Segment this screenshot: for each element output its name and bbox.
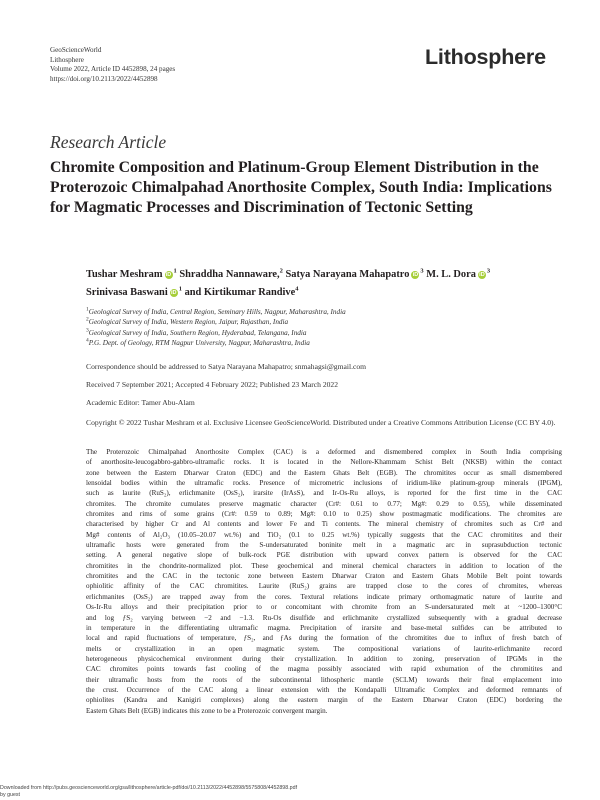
- orcid-icon[interactable]: iD: [170, 289, 177, 296]
- abstract-line: local and rapid fluctuations of temperature, ƒS₂, and ƒAs during the formation of the chromitites due to influx of fresh batch of: [86, 634, 562, 643]
- affiliations: [86, 307, 556, 349]
- abstract-line: zone between the Eastern Dharwar Craton (EDC) and the Eastern Ghats Belt (EGB). The chromitites occur as small dismembered: [86, 468, 562, 477]
- author-affiliation-mark: 3: [486, 267, 491, 275]
- abstract-line: CAC chromites points towards fast cooling of the magma possibly associated with rapid exhumation of the chromitites and: [86, 665, 562, 674]
- abstract-line: Eastern Ghats Belt (EGB) indicates this zone to be a Proterozoic convergent margin.: [86, 706, 328, 715]
- abstract-line: heterogeneous physicochemical environment during their crystallization. In addition to zoning, preservation of IPGMs in the: [86, 654, 562, 663]
- abstract-line: chromitites and the CAC in the tectonic zone between Eastern Dharwar Craton and Eastern Ghats Mobile Belt point towards: [86, 572, 562, 581]
- journal-name: Lithosphere: [50, 55, 84, 64]
- orcid-icon[interactable]: iD: [479, 272, 485, 278]
- abstract-line: such as laurite (RuS₂), erlichmanite (OsS₂), irarsite (IrAsS), and Ir-Os-Ru alloys, is reported for the first time in the CAC: [86, 489, 562, 498]
- abstract-line: melts or crystallization in an open magmatic system. The compositional variations of laurite-erlichmanite record: [86, 644, 562, 653]
- abstract-line: the crust. Occurrence of the CAC along a linear extension with the Kondapalli Ultramafic Complex and deformed remnants of: [86, 685, 562, 694]
- abstract-line: Mg# contents of Al₂O₃ (10.05–20.07 wt.%) and TiO₂ (0.1 to 0.25 wt.%) typically suggests that the CAC chromitites and their: [86, 530, 562, 539]
- article-type: Research Article: [50, 132, 167, 152]
- abstract-line: chromitites in the chondrite-normalized plot. These geochemical and mineral chemical characters in addition to location of the: [86, 561, 562, 570]
- abstract-line: lensoidal bodies within the ultramafic rocks. Presence of micrometric inclusions of iridium-like platinum-group minerals (IPGM),: [86, 479, 562, 488]
- abstract-line: and log ƒS₂ varying between −2 and −1.3. Ru-Os disulfide and erlichmanite crystallized subsequently with a gradual decrease: [86, 613, 562, 622]
- author-name: Satya Narayana Mahapatro: [285, 269, 410, 280]
- affiliation-number: 3: [86, 327, 89, 334]
- author-name: Srinivasa Baswani: [86, 286, 168, 298]
- affiliation-item: [86, 338, 556, 348]
- affiliation-item: [86, 317, 556, 327]
- abstract-line: setting. A general negative slope of bulk-rock PGE distribution with upward convex pattern is observed for the CAC: [86, 551, 562, 560]
- abstract-line: ophiolites (Kandra and Kanigiri complexes) along the eastern margin of the Eastern Dharwar Craton (EDC) bordering the: [86, 696, 562, 705]
- affiliation-item: [86, 307, 556, 317]
- author-affiliation-mark: 4: [295, 285, 299, 293]
- abstract-line: Os-Ir-Ru alloys and their precipitation prior to or concomitant with chromite from an S-undersaturated melt at ~1200–1300°C: [86, 603, 562, 612]
- journal-logo: Lithosphere: [425, 45, 546, 69]
- download-footer: [0, 785, 297, 798]
- affiliation-text: Geological Survey of India, Central Region, Seminary Hills, Nagpur, Maharashtra, India: [88, 308, 346, 316]
- author-name: Tushar Meshram: [86, 269, 163, 280]
- article-title: Chromite Composition and Platinum-Group Element Distribution in the Proterozoic Chimalpahad Anorthosite Complex, South India: Implications for Magmatic Processes and Discrimination of Tectonic Setting: [50, 159, 552, 216]
- abstract-line: of anorthosite-leucogabbro-gabbro-ultramafic rocks. It is located in the Nellore-Khammam Schist Belt (NKSB) within the contact: [86, 458, 562, 467]
- orcid-icon[interactable]: iD: [412, 272, 419, 278]
- abstract-line: erlichmanites (OsS₂) are trapped away from the cores. Textural relations indicate primary orthomagmatic nature of laurite and: [86, 592, 562, 601]
- affiliation-number: 4: [86, 337, 89, 344]
- abstract-line: ophiolitic affinity of the CAC chromitites. Laurite (RuS₂) grains are trapped close to the cores of chromites, whereas: [86, 582, 562, 591]
- affiliation-number: 2: [86, 317, 89, 324]
- author-list: [86, 266, 566, 301]
- copyright-notice: Copyright © 2022 Tushar Meshram et al. Exclusive Licensee GeoScienceWorld. Distributed under a Creative Commons Attribution License (CC BY 4.0).: [86, 418, 556, 427]
- affiliation-text: P.G. Dept. of Geology, RTM Nagpur University, Nagpur, Maharashtra, India: [88, 339, 310, 348]
- abstract-line: characterised by higher Cr and Al contents and lower Fe and Ti contents. The mineral chemistry of chromites such as Cr# and: [86, 520, 562, 529]
- author-affiliation-mark: 1: [178, 285, 182, 293]
- author-affiliation-mark: 1: [173, 267, 177, 275]
- abstract-line: their ultramafic hosts from the roots of the subcontinental lithospheric mantle (SCLM) towards their final emplacement into: [86, 675, 562, 684]
- abstract-line: ultramafic hosts were generated from the S-undersaturated boninite melt in a magmatic arc in suprasubduction tectonic: [86, 541, 562, 550]
- abstract-line: in temperature in the differentiating ultramafic magma. Precipitation of irarsite and base-metal sulfides can be attributed to: [86, 623, 562, 632]
- academic-editor: Academic Editor: Tamer Abu-Alam: [86, 398, 195, 407]
- volume-line: Volume 2022, Article ID 4452898, 24 pages: [50, 65, 176, 74]
- affiliation-number: 1: [86, 306, 89, 313]
- author-affiliation-mark: 2: [279, 267, 283, 275]
- correspondence: Correspondence should be addressed to Satya Narayana Mahapatro; snmahagsi@gmail.com: [86, 362, 367, 371]
- doi-link[interactable]: https://doi.org/10.2113/2022/4452898: [50, 74, 158, 83]
- affiliation-item: [86, 328, 556, 338]
- orcid-icon[interactable]: iD: [165, 272, 172, 278]
- download-source-link[interactable]: Downloaded from http://pubs.geoscienceworld.org/gsa/lithosphere/article-pdf/doi/10.2113/2022/4452898/5575808/4452898.pdf: [0, 785, 298, 791]
- download-user: by guest: [0, 791, 21, 798]
- publication-dates: Received 7 September 2021; Accepted 4 February 2022; Published 23 March 2022: [86, 380, 339, 389]
- abstract-line: The Proterozoic Chimalpahad Anorthosite Complex (CAC) is a deformed and dismembered complex in South India comprising: [86, 448, 562, 456]
- author-name: and Kirtikumar Randive: [184, 286, 296, 298]
- publication-info: [50, 46, 175, 84]
- author-affiliation-mark: 3: [420, 267, 424, 275]
- author-name: Shraddha Nannaware,: [179, 269, 280, 280]
- journal-group: GeoScienceWorld: [50, 46, 102, 54]
- author-name: M. L. Dora: [426, 269, 476, 280]
- affiliation-text: Geological Survey of India, Western Region, Jaipur, Rajasthan, India: [88, 318, 289, 327]
- abstract-line: chromites and rims of some grains (Cr#: 0.59 to 0.89; Mg#: 0.10 to 0.25) show postmagmatic modifications. The chromites are: [86, 510, 562, 519]
- affiliation-text: Geological Survey of India, Southern Region, Hyderabad, Telangana, India: [88, 328, 307, 337]
- abstract: [86, 447, 562, 716]
- abstract-line: chromites. The chromite cumulates preserve magmatic character (Cr#: 0.61 to 0.77; Mg#: 0.29 to 0.55), while disseminated: [86, 499, 562, 508]
